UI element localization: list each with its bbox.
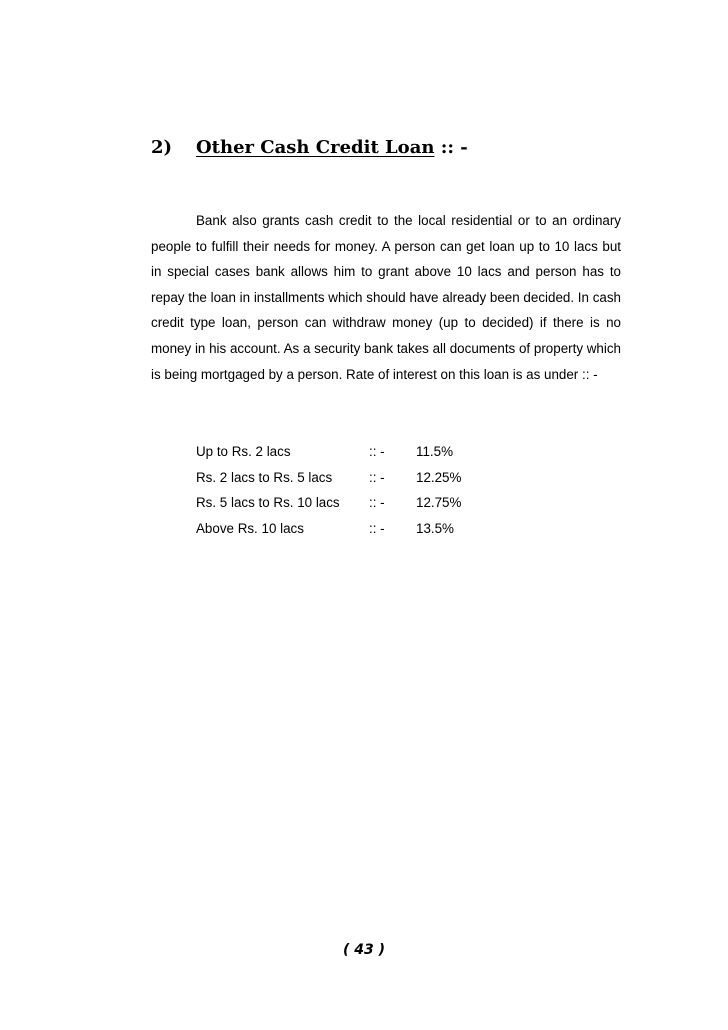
section-heading [151, 134, 621, 162]
rate-value: 11.5% [416, 444, 453, 459]
rate-range: Above Rs. 10 lacs [196, 520, 304, 536]
rate-row [196, 490, 556, 516]
rate-range: Rs. 5 lacs to Rs. 10 lacs [196, 495, 340, 511]
rate-separator: :: - [369, 520, 385, 536]
rate-separator: :: - [369, 469, 385, 485]
page-number: ( 43 ) [342, 942, 386, 958]
rate-row [196, 465, 556, 491]
section-title-wrap [196, 134, 468, 162]
rate-separator: :: - [369, 495, 385, 511]
section-number: 2) [151, 137, 173, 158]
rate-row [196, 516, 556, 542]
rate-range: Up to Rs. 2 lacs [196, 444, 291, 459]
rate-range: Rs. 2 lacs to Rs. 5 lacs [196, 469, 333, 485]
section-title: Other Cash Credit Loan [196, 137, 435, 158]
interest-rate-list [196, 439, 556, 541]
rate-value: 13.5% [416, 520, 454, 536]
rate-row [196, 439, 556, 465]
rate-value: 12.75% [416, 495, 462, 511]
body-paragraph: Bank also grants cash credit to the local residential or to an ordinary people to fulfill their needs for money. A person can get loan up to 10 lacs but in special cases bank allows him to grant above 10 lacs and person has to repay the loan in installments which should have already been decided. In cash credit type loan, person can withdraw money (up to decided) if there is no money in his account. As a security bank takes all documents of property which is being mortgaged by a person. Rate of interest on this loan is as under :: - [151, 213, 621, 382]
section-title-suffix: :: - [434, 137, 468, 158]
rate-value: 12.25% [416, 469, 462, 485]
rate-separator: :: - [369, 444, 385, 459]
